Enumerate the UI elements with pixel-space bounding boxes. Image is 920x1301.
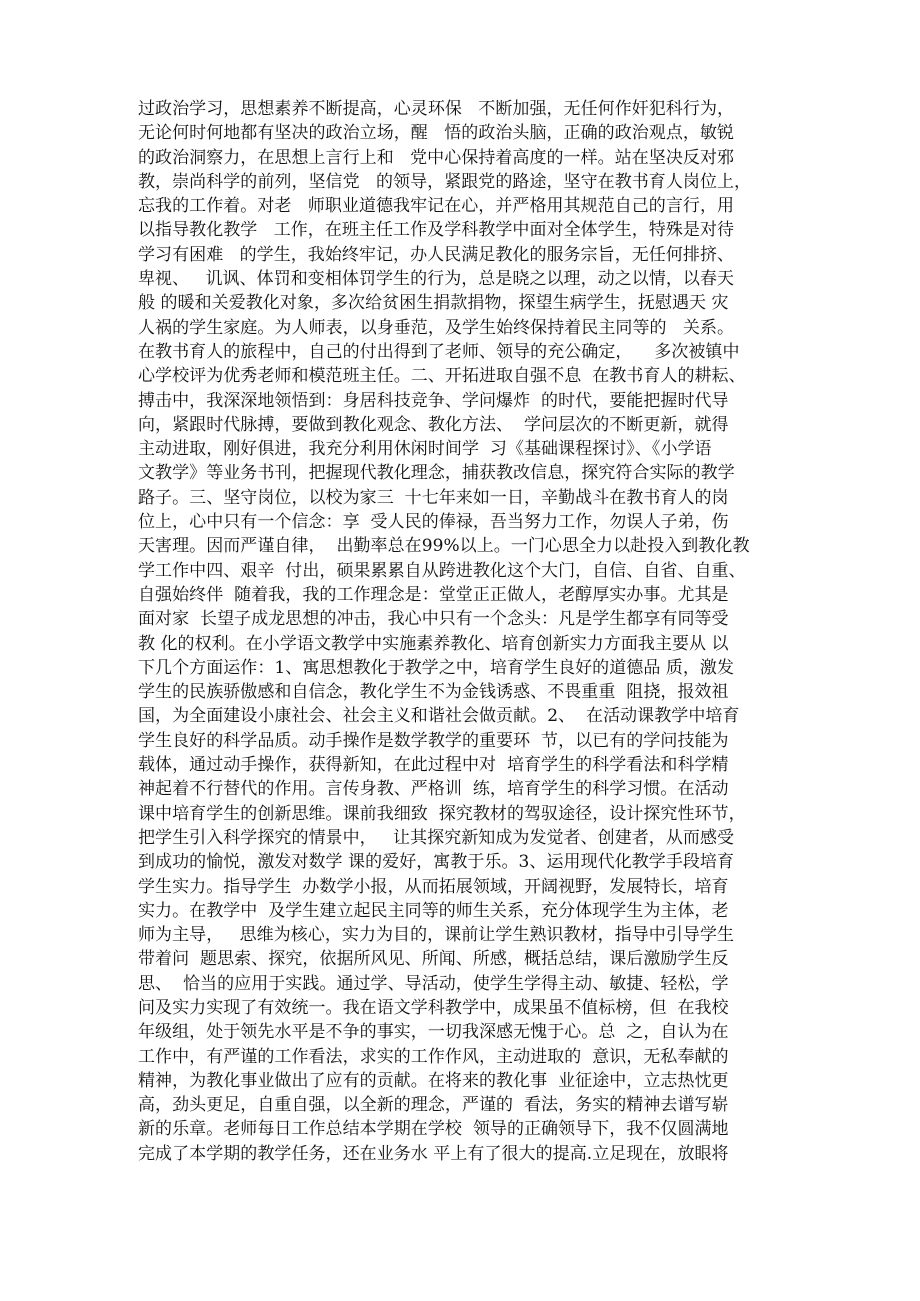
text-line: 高，劲头更足，自重自强，以全新的理念，严谨的 看法，务实的精神去谱写崭 xyxy=(138,1095,729,1116)
text-line: 人祸的学生家庭。为人师表，以身垂范，及学生始终保持着民主同等的 关系。 xyxy=(138,317,735,338)
text-line: 学生实力。指导学生 办数学小报，从而拓展领域，开阔视野，发展特长，培育 xyxy=(138,876,729,897)
text-line: 完成了本学期的教学任务，还在业务水 平上有了很大的提高.立足现在，放眼将 xyxy=(138,1143,729,1164)
text-line: 过政治学习，思想素养不断提高，心灵环保 不断加强，无任何作奸犯科行为， xyxy=(138,99,735,119)
text-line: 教，崇尚科学的前列，坚信党 的领导，紧跟党的路途，坚守在教书育人岗位上， xyxy=(138,171,752,192)
text-line: 学工作中四、艰辛 付出，硕果累累自从跨进教化这个大门，自信、自省、自重、 xyxy=(138,560,746,581)
text-line: 把学生引入科学探究的情景中， 让其探究新知成为发觉者、创建者，从而感受 xyxy=(138,827,735,848)
text-line: 心学校评为优秀老师和模范班主任。二、开拓进取自强不息 在教书育人的耕耘、 xyxy=(138,366,746,387)
text-line: 学生良好的科学品质。动手操作是数学教学的重要环 节，以已有的学问技能为 xyxy=(138,730,729,751)
text-line: 主动进取，刚好俱进，我充分利用休闲时间学 习《基础课程探讨》、《小学语 xyxy=(138,439,712,460)
text-line: 路子。三、坚守岗位，以校为家三 十七年来如一日，辛勤战斗在教书育人的岗 xyxy=(138,487,729,508)
text-line: 下几个方面运作：1、寓思想教化于教学之中，培育学生良好的道德品 质，激发 xyxy=(138,657,735,678)
text-line: 卑视、 讥讽、体罚和变相体罚学生的行为，总是晓之以理，动之以情，以春天 xyxy=(138,269,735,290)
text-line: 般 的暖和关爱教化对象，多次给贫困生捐款捐物，探望生病学生，抚慰遇天 灾 xyxy=(138,293,729,314)
text-line: 教 化的权利。在小学语文教学中实施素养教化、培育创新实力方面我主要从 以 xyxy=(138,633,729,654)
text-line: 自强始终伴 随着我，我的工作理念是：堂堂正正做人，老醇厚实办事。尤其是 xyxy=(138,584,729,605)
text-line: 神起着不行替代的作用。言传身教、严格训 练，培育学生的科学习惯。在活动 xyxy=(138,779,729,800)
text-line: 课中培育学生的创新思维。课前我细致 探究教材的驾驭途径，设计探究性环节， xyxy=(138,803,746,824)
text-line: 带着问 题思索、探究，依据所风见、所闻、所感，概括总结，课后激励学生反 xyxy=(138,949,729,970)
text-line: 问及实力实现了有效统一。我在语文学科教学中，成果虽不值标榜，但 在我校 xyxy=(138,997,729,1018)
text-line: 国，为全面建设小康社会、社会主义和谐社会做贡献。2、 在活动课教学中培育 xyxy=(138,706,740,727)
text-line: 工作中，有严谨的工作看法，求实的工作作风，主动进取的 意识，无私奉献的 xyxy=(138,1046,729,1067)
text-line: 无论何时何地都有坚决的政治立场，醒 悟的政治头脑，正确的政治观点，敏锐 xyxy=(138,123,735,144)
text-line: 年级组，处于领先水平是不争的事实，一切我深感无愧于心。总 之，自认为在 xyxy=(138,1022,729,1043)
text-line: 思、 恰当的应用于实践。通过学、导活动，使学生学得主动、敏捷、轻松，学 xyxy=(138,973,729,994)
document-body xyxy=(138,97,798,1166)
text-line: 忘我的工作着。对老 师职业道德我牢记在心，并严格用其规范自己的言行，用 xyxy=(138,196,735,217)
text-line: 以指导教化教学 工作，在班主任工作及学科教学中面对全体学生，特殊是对待 xyxy=(138,220,735,241)
text-line: 的政治洞察力，在思想上言行上和 党中心保持着高度的一样。站在坚决反对邪 xyxy=(138,147,735,168)
text-line: 精神，为教化事业做出了应有的贡献。在将来的教化事 业征途中，立志热忱更 xyxy=(138,1070,729,1091)
text-line: 学生的民族骄傲感和自信念，教化学生不为金钱诱惑、不畏重重 阻挠，报效祖 xyxy=(138,682,729,703)
text-line: 搏击中，我深深地领悟到：身居科技竞争、学问爆炸 的时代，要能把握时代导 xyxy=(138,390,729,411)
text-line: 天害理。因而严谨自律， 出勤率总在99%以上。一门心思全力以赴投入到教化教 xyxy=(138,536,750,557)
text-line: 在教书育人的旅程中，自己的付出得到了老师、领导的充公确定， 多次被镇中 xyxy=(138,341,740,362)
text-line: 新的乐章。老师每日工作总结本学期在学校 领导的正确领导下，我不仅圆满地 xyxy=(138,1119,729,1140)
text-line: 载体，通过动手操作，获得新知，在此过程中对 培育学生的科学看法和科学精 xyxy=(138,755,729,776)
text-line: 文教学》等业务书刊，把握现代教化理念，捕获教改信息，探究符合实际的教学 xyxy=(138,463,735,484)
text-line: 学习有困难 的学生，我始终牢记，办人民满足教化的服务宗旨，无任何排挤、 xyxy=(138,244,735,265)
text-line: 实力。在教学中 及学生建立起民主同等的师生关系，充分体现学生为主体，老 xyxy=(138,900,729,921)
text-line: 位上，心中只有一个信念：享 受人民的俸禄，吾当努力工作，勿误人子弟，伤 xyxy=(138,512,729,533)
text-line: 面对家 长望子成龙思想的冲击，我心中只有一个念头：凡是学生都享有同等受 xyxy=(138,609,729,630)
text-line: 向，紧跟时代脉搏，要做到教化观念、教化方法、 学问层次的不断更新，就得 xyxy=(138,414,729,435)
text-line: 师为主导， 思维为核心，实力为目的，课前让学生熟识教材，指导中引导学生 xyxy=(138,925,735,946)
text-line: 到成功的愉悦，激发对数学 课的爱好，寓教于乐。3、运用现代化教学手段培育 xyxy=(138,852,735,873)
